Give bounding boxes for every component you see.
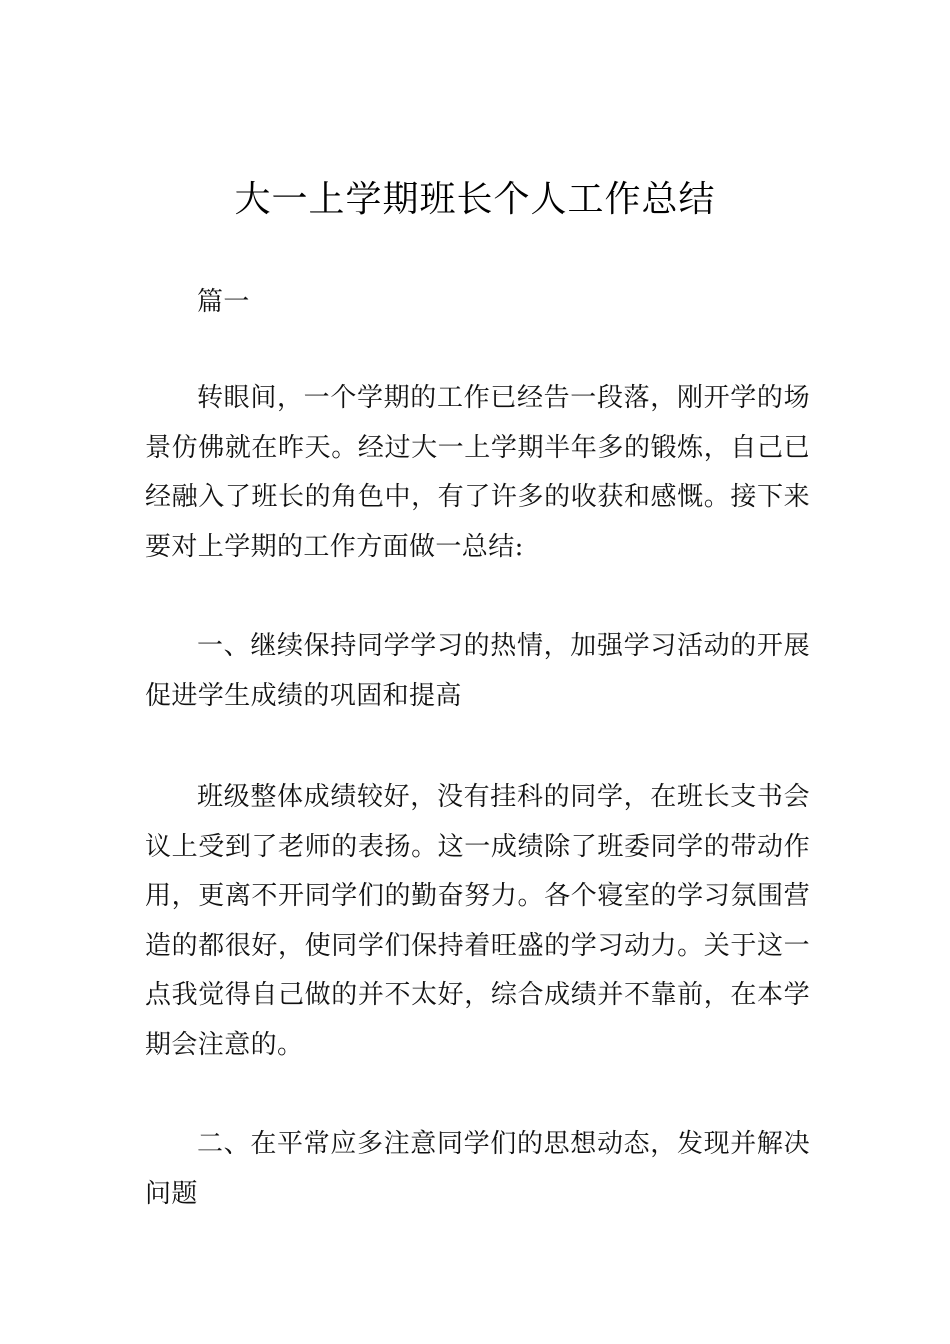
intro-paragraph: 转眼间，一个学期的工作已经告一段落，刚开学的场景仿佛就在昨天。经过大一上学期半年多的锻炼，自己已经融入了班长的角色中，有了许多的收获和感慨。接下来要对上学期的工作方面做一总结: [145,383,810,562]
section-label: 篇一 [197,287,250,317]
document-title: 大一上学期班长个人工作总结 [234,179,716,220]
heading-point-two: 二、在平常应多注意同学们的思想动态，发现并解决问题 [145,1129,810,1209]
body-paragraph-point-one: 班级整体成绩较好，没有挂科的同学，在班长支书会议上受到了老师的表扬。这一成绩除了班委同学的带动作用，更离不开同学们的勤奋努力。各个寝室的学习氛围营造的都很好，使同学们保持着旺盛的学习动力。关于这一点我觉得自己做的并不太好，综合成绩并不靠前，在本学期会注意的。 [145,782,810,1060]
heading-point-one: 一、继续保持同学学习的热情，加强学习活动的开展促进学生成绩的巩固和提高 [145,631,810,711]
